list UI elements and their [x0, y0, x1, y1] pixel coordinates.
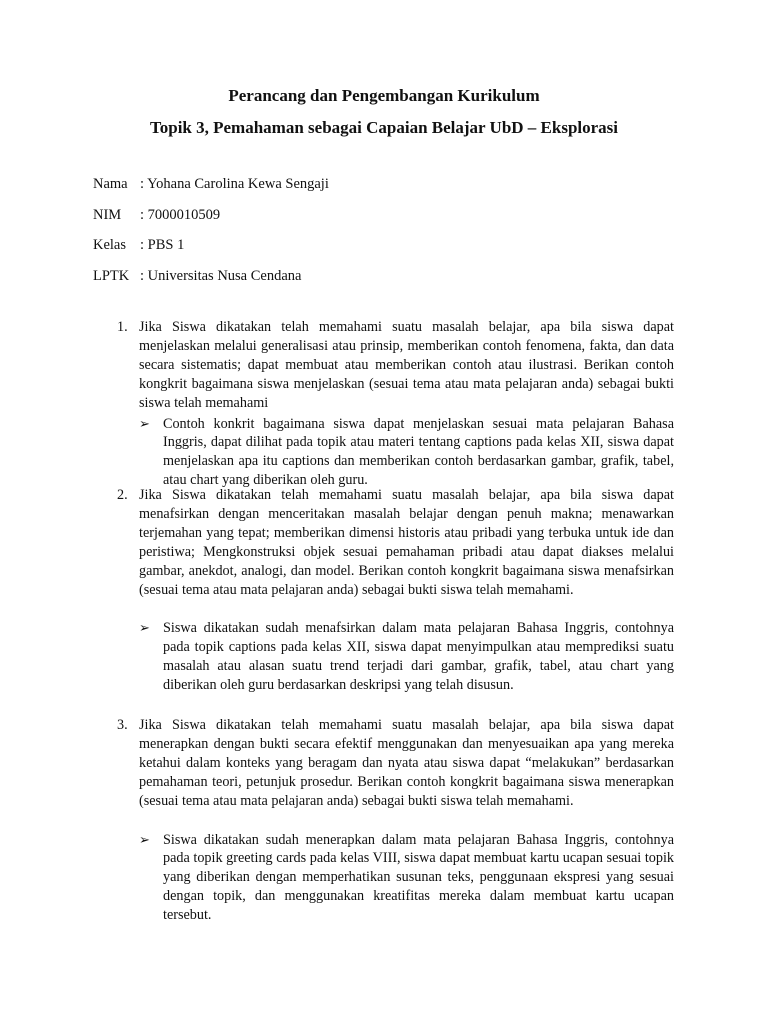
identity-value: : PBS 1: [140, 237, 185, 253]
arrow-bullet-icon: ➢: [139, 620, 150, 636]
question-number: 2.: [117, 487, 128, 503]
answer-text: Siswa dikatakan sudah menerapkan dalam mata pelajaran Bahasa Inggris, contohnya pada topik greeting cards pada kelas VIII, siswa dapat membuat kartu ucapan sesuai topik yang diberikan dengan memperhatikan susunan teks, penggunaan ekspresi yang sesuai dengan topik, dan menggunakan kreatifitas mereka dalam membuat kartu ucapan tersebut.: [163, 831, 674, 924]
identity-block: [93, 176, 329, 298]
identity-row-lptk: [93, 268, 329, 299]
identity-row-nim: [93, 207, 329, 238]
answer-item: [117, 831, 674, 926]
question-text: Jika Siswa dikatakan telah memahami suatu masalah belajar, apa bila siswa dapat menafsirkan dengan menceritakan masalah belajar dengan penuh makna; menawarkan terjemahan yang tepat; memberikan dimensi historis atau pribadi yang terbuka untuk ide dan peristiwa; Mengkonstruksi objek sesuai pemahaman pribadi atau dapat diakses melalui gambar, anekdot, analogi, dan model. Berikan contoh kongkrit bagaimana siswa menafsirkan (sesuai tema atau mata pelajaran anda) sebagai bukti siswa telah memahami.: [139, 487, 674, 598]
identity-row-nama: [93, 176, 329, 207]
question-text: Jika Siswa dikatakan telah memahami suatu masalah belajar, apa bila siswa dapat menjelaskan melalui generalisasi atau prinsip, memberikan contoh fenomena, fakta, dan data secara sistematis; dapat membuat atau memberikan contoh atau ilustrasi. Berikan contoh kongkrit bagaimana siswa menjelaskan (sesuai tema atau mata pelajaran anda) sebagai bukti siswa telah memahami: [139, 319, 674, 411]
question-item-1: [117, 318, 674, 490]
identity-label: LPTK: [93, 267, 130, 284]
identity-value: : Universitas Nusa Cendana: [140, 267, 302, 284]
document-title: Perancang dan Pengembangan Kurikulum: [228, 86, 540, 105]
document-subtitle: Topik 3, Pemahaman sebagai Capaian Belajar UbD – Eksplorasi: [149, 118, 619, 137]
question-number: 3.: [117, 717, 128, 733]
identity-row-kelas: [93, 237, 329, 268]
identity-label: Nama: [93, 176, 128, 192]
arrow-bullet-icon: ➢: [139, 831, 150, 847]
question-text: Jika Siswa dikatakan telah memahami suatu masalah belajar, apa bila siswa dapat menerapkan dengan bukti secara efektif menggunakan dan menyesuaikan apa yang mereka ketahui dalam konteks yang beragam dan nyata atau siswa dapat “melakukan” berdasarkan pemahaman teori, petunjuk prosedur. Berikan contoh kongkrit bagaimana siswa menerapkan (sesuai tema atau mata pelajaran anda) sebagai bukti siswa telah memahami.: [139, 717, 674, 809]
identity-label: NIM: [93, 206, 122, 223]
question-number: 1.: [117, 319, 128, 335]
answer-text: Contoh konkrit bagaimana siswa dapat menjelaskan sesuai mata pelajaran Bahasa Inggris, dapat dilihat pada topik atau materi tentang captions pada kelas XII, siswa dapat menjelaskan apa itu captions dan memberikan contoh berdasarkan gambar, grafik, tabel, atau chart yang diberikan oleh guru.: [163, 415, 674, 489]
identity-label: Kelas: [93, 237, 127, 253]
question-item-3: [117, 716, 674, 925]
question-item-2: [117, 486, 674, 695]
answer-item: [117, 415, 674, 491]
answer-text: Siswa dikatakan sudah menafsirkan dalam mata pelajaran Bahasa Inggris, contohnya pada topik captions pada kelas XII, siswa dapat menyimpulkan atau memprediksi suatu masalah atau alasan suatu trend terjadi dari gambar, grafik, tabel, atau chart yang diberikan oleh guru berdasarkan deskripsi yang telah disusun.: [163, 620, 674, 694]
identity-value: : Yohana Carolina Kewa Sengaji: [140, 176, 329, 192]
answer-item: [117, 619, 674, 695]
identity-value: : 7000010509: [140, 206, 221, 223]
arrow-bullet-icon: ➢: [139, 415, 150, 431]
